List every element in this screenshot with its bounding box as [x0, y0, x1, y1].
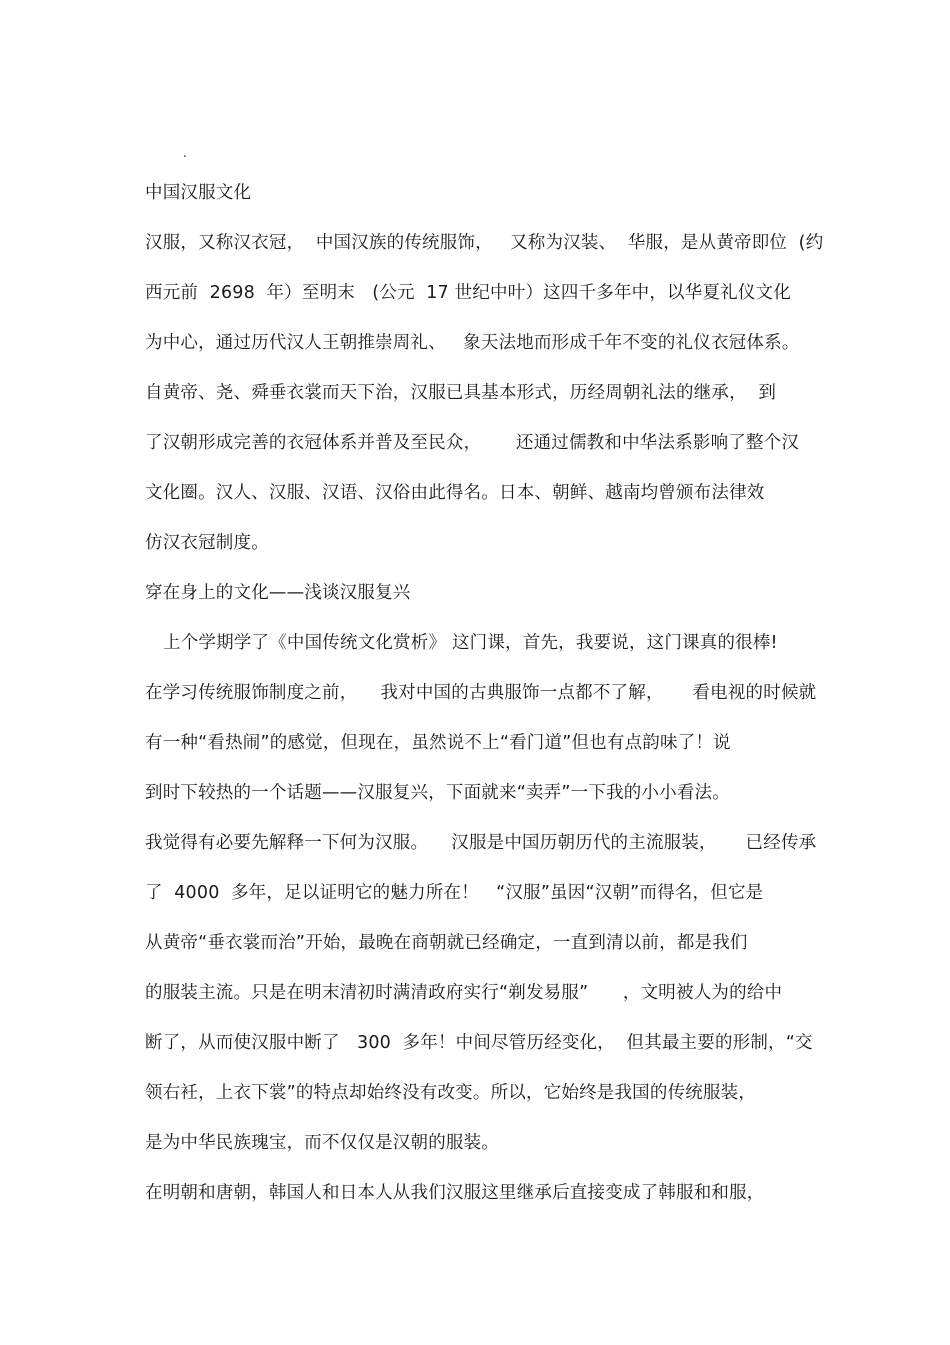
paragraph-line: 有一种“看热闹”的感觉，但现在，虽然说不上“看门道”但也有点韵味了！说	[145, 733, 731, 753]
paragraph-line: 自黄帝、尧、舜垂衣裳而天下治，汉服已具基本形式，历经周朝礼法的继承， 到	[145, 383, 777, 403]
paragraph-line: 是为中华民族瑰宝，而不仅仅是汉朝的服装。	[145, 1133, 499, 1153]
paragraph-line: 在明朝和唐朝，韩国人和日本人从我们汉服这里继承后直接变成了韩服和和服，	[145, 1183, 765, 1203]
paragraph-line: 西元前 2698 年）至明末 (公元 17 世纪中叶）这四千多年中，以华夏礼仪文化	[145, 283, 791, 303]
paragraph-line: 断了，从而使汉服中断了 300 多年！中间尽管历经变化， 但其最主要的形制，“交	[145, 1033, 813, 1053]
paragraph-line: 的服装主流。只是在明末清初时满清政府实行“剃发易服” ，文明被人为的给中	[145, 983, 783, 1003]
page-marker: .	[183, 146, 187, 160]
paragraph-line: 仿汉衣冠制度。	[145, 533, 269, 553]
paragraph-line: 了汉朝形成完善的衣冠体系并普及至民众， 还通过儒教和中华法系影响了整个汉	[145, 433, 800, 453]
paragraph-line: 汉服，又称汉衣冠， 中国汉族的传统服饰， 又称为汉装、 华服，是从黄帝即位 (约	[145, 233, 824, 253]
section-title-revival: 穿在身上的文化——浅谈汉服复兴	[145, 583, 411, 603]
paragraph-line: 为中心，通过历代汉人王朝推崇周礼、 象天法地而形成千年不变的礼仪衣冠体系。	[145, 333, 800, 353]
paragraph-line: 到时下较热的一个话题——汉服复兴，下面就来“卖弄”一下我的小小看法。	[145, 783, 730, 803]
paragraph-line: 我觉得有必要先解释一下何为汉服。 汉服是中国历朝历代的主流服装， 已经传承	[145, 833, 817, 853]
paragraph-line: 在学习传统服饰制度之前， 我对中国的古典服饰一点都不了解， 看电视的时候就	[145, 683, 817, 703]
paragraph-line: 从黄帝“垂衣裳而治”开始，最晚在商朝就已经确定，一直到清以前，都是我们	[145, 933, 748, 953]
section-title-hanfu-culture: 中国汉服文化	[145, 183, 252, 203]
paragraph-line: 文化圈。汉人、汉服、汉语、汉俗由此得名。日本、朝鲜、越南均曾颁布法律效	[145, 483, 765, 503]
paragraph-line: 领右衽，上衣下裳”的特点却始终没有改变。所以，它始终是我国的传统服装，	[145, 1083, 757, 1103]
paragraph-line: 了 4000 多年，足以证明它的魅力所在！ “汉服”虽因“汉朝”而得名，但它是	[145, 883, 764, 903]
paragraph-line: 上个学期学了《中国传统文化赏析》 这门课，首先，我要说，这门课真的很棒!	[163, 633, 778, 653]
